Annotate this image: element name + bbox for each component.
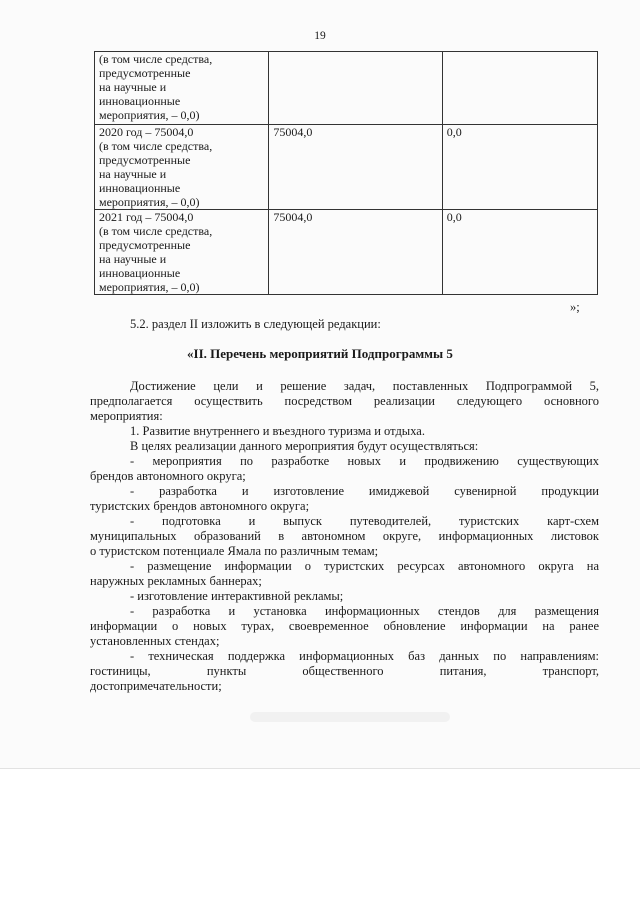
body-text xyxy=(90,379,599,694)
cell-text-line: предусмотренные xyxy=(99,238,191,252)
paragraph-line: достопримечательности; xyxy=(90,679,222,693)
paragraph-line: - техническая поддержка информационных баз данных по направлениям: xyxy=(130,649,599,663)
cell-text-line: на научные и xyxy=(99,167,167,181)
research-amount-cell xyxy=(442,52,597,125)
section-heading: «II. Перечень мероприятий Подпрограммы 5 xyxy=(187,346,453,361)
paragraph-line: Достижение цели и решение задач, поставленных Подпрограммой 5, xyxy=(130,379,599,393)
paragraph-line: - изготовление интерактивной рекламы; xyxy=(130,589,344,603)
cell-text-line: на научные и xyxy=(99,252,167,266)
cell-text-line: предусмотренные xyxy=(99,66,191,80)
paragraph-line: 1. Развитие внутреннего и въездного туризма и отдыха. xyxy=(130,424,425,438)
paragraph-line: В целях реализации данного мероприятия будут осуществляться: xyxy=(130,439,479,453)
paragraph-line: брендов автономного округа; xyxy=(90,469,246,483)
paragraph-line: - размещение информации о туристских ресурсах автономного округа на xyxy=(130,559,599,573)
cell-text-line: инновационные xyxy=(99,94,181,108)
cell-text-line: (в том числе средства, xyxy=(99,224,213,238)
table-row xyxy=(95,210,598,295)
cell-text-line: инновационные xyxy=(99,266,181,280)
paragraph-line: информации о новых турах, своевременное обновление информации на ранее xyxy=(90,619,599,633)
cell-text-line: мероприятия, – 0,0) xyxy=(99,280,200,294)
total-amount-cell: 75004,0 xyxy=(269,125,442,210)
cell-text-line: на научные и xyxy=(99,80,167,94)
cell-text-line: (в том числе средства, xyxy=(99,52,213,66)
cell-text-line: мероприятия, – 0,0) xyxy=(99,108,200,122)
research-amount-cell: 0,0 xyxy=(442,125,597,210)
cell-text-line: 2021 год – 75004,0 xyxy=(99,210,194,224)
cell-text-line: мероприятия, – 0,0) xyxy=(99,195,200,209)
year-description-cell xyxy=(95,125,269,210)
table-row xyxy=(95,125,598,210)
paragraph-line: наружных рекламных баннерах; xyxy=(90,574,262,588)
closing-quote-mark: »; xyxy=(570,300,580,314)
paragraph-line: установленных стендах; xyxy=(90,634,220,648)
page-number: 19 xyxy=(314,30,326,42)
table-row xyxy=(95,52,598,125)
budget-table xyxy=(94,51,598,295)
paragraph-line: туристских брендов автономного округа; xyxy=(90,499,310,513)
year-description-cell xyxy=(95,210,269,295)
paragraph-line: о туристском потенциале Ямала по различным темам; xyxy=(90,544,379,558)
paragraph-line: - разработка и изготовление имиджевой сувенирной продукции xyxy=(130,484,599,498)
section-change-note: 5.2. раздел II изложить в следующей редакции: xyxy=(130,317,381,331)
cell-text-line: инновационные xyxy=(99,181,181,195)
paragraph-line: мероприятия: xyxy=(90,409,163,423)
paragraph-line: - подготовка и выпуск путеводителей, туристских карт-схем xyxy=(130,514,599,528)
total-amount-cell xyxy=(269,52,442,125)
paragraph-line: - мероприятия по разработке новых и продвижению существующих xyxy=(130,454,599,468)
paragraph-line: - разработка и установка информационных стендов для размещения xyxy=(130,604,599,618)
paragraph-line: предполагается осуществить посредством реализации следующего основного xyxy=(90,394,599,408)
year-description-cell xyxy=(95,52,269,125)
scan-artifact xyxy=(250,712,450,722)
paragraph-line: гостиницы, пункты общественного питания, транспорт, xyxy=(90,664,599,678)
total-amount-cell: 75004,0 xyxy=(269,210,442,295)
paragraph-line: муниципальных образований в автономном округе, информационных листовок xyxy=(90,529,599,543)
cell-text-line: предусмотренные xyxy=(99,153,191,167)
research-amount-cell: 0,0 xyxy=(442,210,597,295)
cell-text-line: (в том числе средства, xyxy=(99,139,213,153)
cell-text-line: 2020 год – 75004,0 xyxy=(99,125,194,139)
